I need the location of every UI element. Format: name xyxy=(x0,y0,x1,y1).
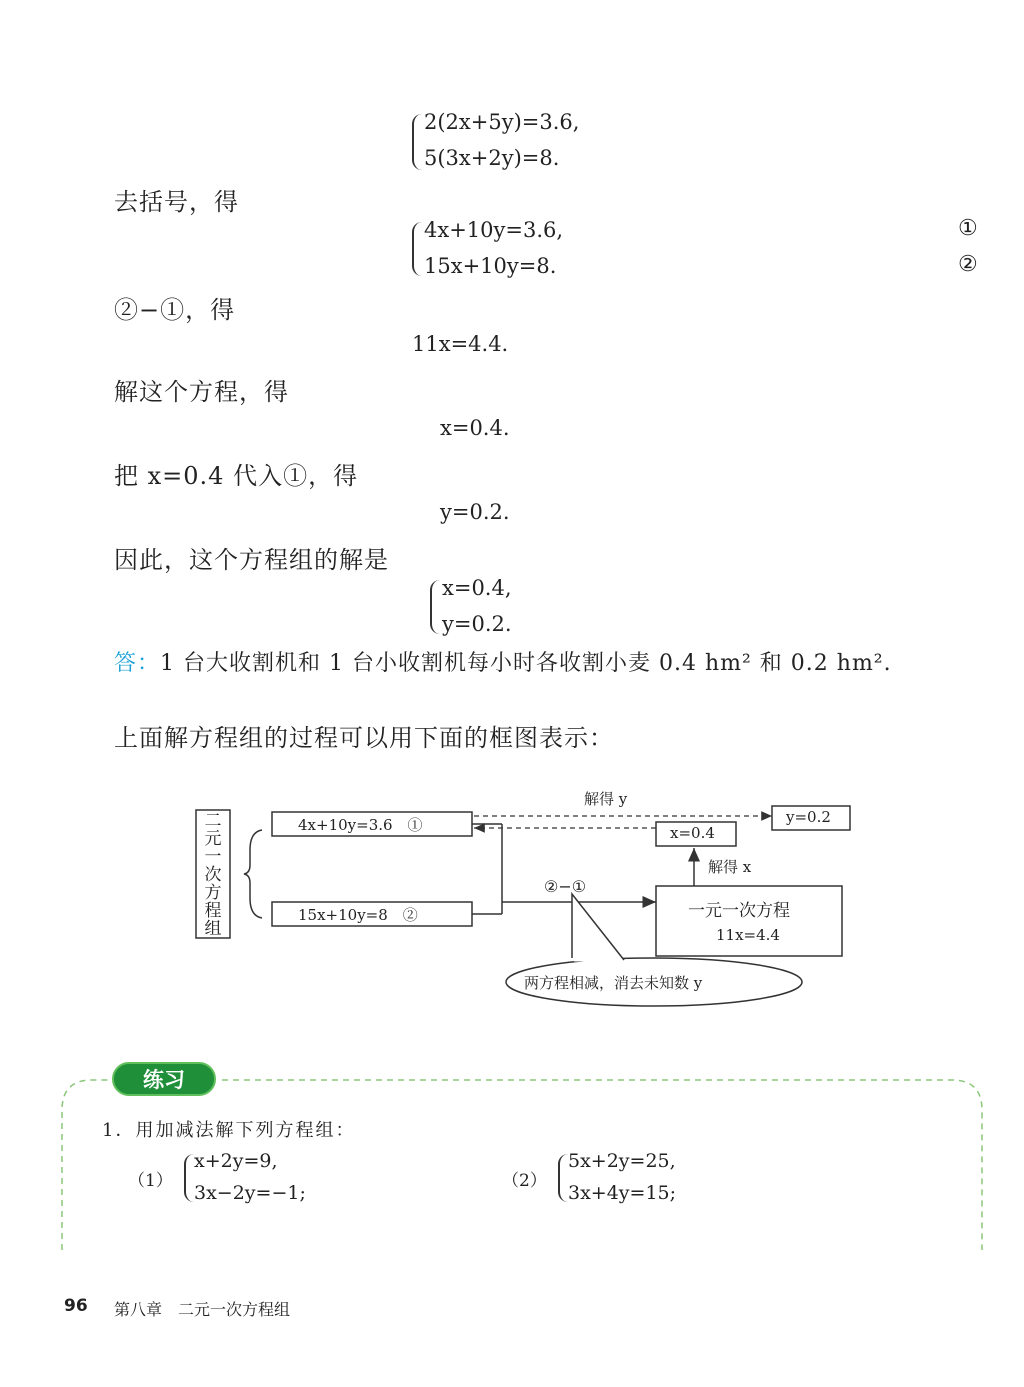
step2-text: ②−①，得 xyxy=(114,296,236,324)
solution-line2: y=0.2. xyxy=(442,612,512,636)
callout-text: 两方程相减，消去未知数 y xyxy=(524,974,703,992)
brace-top xyxy=(412,114,424,170)
eq2-box-text: 15x+10y=8 ② xyxy=(298,906,418,924)
eq-x: x=0.4. xyxy=(440,416,510,440)
answer-row xyxy=(114,646,892,677)
eq-top-line1: 2(2x+5y)=3.6, xyxy=(424,110,580,134)
eq-11x: 11x=4.4. xyxy=(412,332,509,356)
step5-text: 因此，这个方程组的解是 xyxy=(114,546,389,574)
step4-text: 把 x=0.4 代入①，得 xyxy=(114,462,359,490)
x-box-text: x=0.4 xyxy=(670,824,715,842)
eq-y: y=0.2. xyxy=(440,500,510,524)
p1-line2: 3x−2y=−1; xyxy=(194,1182,306,1204)
answer-text: 1 台大收割机和 1 台小收割机每小时各收割小麦 0.4 hm² 和 0.2 hm². xyxy=(160,651,892,676)
y-box-text: y=0.2 xyxy=(786,808,831,826)
p2-line1: 5x+2y=25, xyxy=(568,1150,676,1172)
eq-expand-line2: 15x+10y=8. xyxy=(424,254,557,278)
eq-top-line2: 5(3x+2y)=8. xyxy=(424,146,560,170)
chapter-title: 第八章 二元一次方程组 xyxy=(114,1300,291,1319)
mark-2: ② xyxy=(958,252,978,277)
mark-1: ① xyxy=(958,216,978,241)
p2-line2: 3x+4y=15; xyxy=(568,1182,677,1204)
p1-label: （1） xyxy=(128,1171,173,1191)
op-label: ②−① xyxy=(544,877,587,896)
p1-line1: x+2y=9, xyxy=(194,1150,278,1172)
solution-line1: x=0.4, xyxy=(442,576,512,600)
intro-text: 上面解方程组的过程可以用下面的框图表示： xyxy=(114,724,614,752)
system-label: 二元一次方程组 xyxy=(204,811,222,939)
solve-x-label: 解得 x xyxy=(708,858,752,876)
eq-expand-line1: 4x+10y=3.6, xyxy=(424,218,564,242)
step1-text: 去括号，得 xyxy=(114,188,239,216)
linear-box-eq: 11x=4.4 xyxy=(716,926,780,944)
exercise-badge xyxy=(112,1062,216,1096)
eq1-box-text: 4x+10y=3.6 ① xyxy=(298,816,423,834)
flow-diagram xyxy=(0,770,1024,1030)
answer-label: 答： xyxy=(114,651,161,676)
brace-expand xyxy=(412,222,424,276)
step3-text: 解这个方程，得 xyxy=(114,378,289,406)
page-number: 96 xyxy=(64,1296,88,1316)
solve-y-label: 解得 y xyxy=(584,790,628,808)
p2-label: （2） xyxy=(502,1171,547,1191)
exercise-badge-label: 练习 xyxy=(143,1068,185,1092)
exercise-q1: 1．用加减法解下列方程组： xyxy=(102,1120,356,1141)
linear-box-title: 一元一次方程 xyxy=(688,901,790,921)
brace-solution xyxy=(430,580,442,634)
